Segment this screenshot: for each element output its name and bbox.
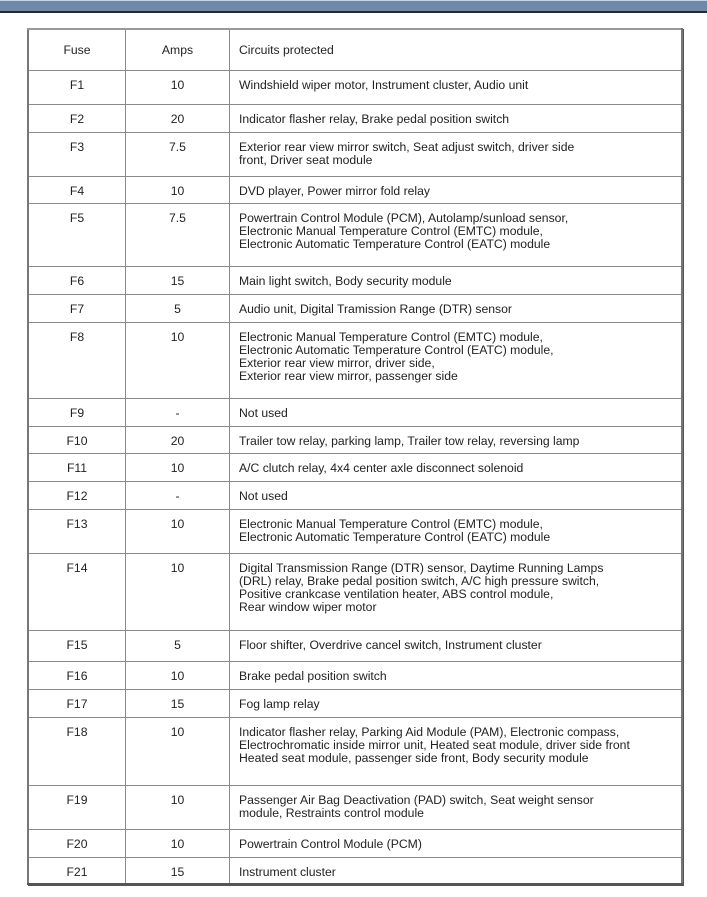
table-row — [28, 829, 682, 857]
fuse-cell — [28, 509, 126, 553]
fuse-cell — [28, 398, 126, 426]
column-header-circuits-label: Circuits protected — [239, 43, 334, 57]
table-body — [28, 70, 682, 884]
circuits-cell — [230, 481, 683, 509]
amps-value: 15 — [170, 696, 185, 711]
amps-value: - — [175, 405, 180, 420]
fuse-id: F7 — [69, 301, 85, 316]
amps-cell — [126, 322, 230, 398]
amps-cell — [126, 661, 230, 689]
table-row — [28, 453, 682, 481]
amps-value: 10 — [170, 560, 185, 575]
amps-value: 10 — [170, 460, 185, 475]
amps-cell — [126, 176, 230, 203]
amps-cell — [126, 630, 230, 661]
circuits-text: Powertrain Control Module (PCM) — [239, 836, 422, 851]
amps-value: 10 — [170, 329, 185, 344]
circuits-cell — [230, 176, 683, 203]
circuits-text: DVD player, Power mirror fold relay — [239, 183, 430, 198]
fuse-id: F18 — [66, 724, 88, 739]
amps-value: 10 — [170, 668, 185, 683]
amps-value: 15 — [170, 864, 185, 879]
fuse-cell — [28, 70, 126, 104]
amps-cell — [126, 426, 230, 453]
circuits-text: Not used — [239, 488, 288, 503]
fuse-id: F15 — [66, 637, 88, 652]
amps-cell — [126, 689, 230, 717]
circuits-text: Indicator flasher relay, Brake pedal position switch — [239, 111, 510, 126]
amps-value: 20 — [170, 111, 185, 126]
amps-cell — [126, 857, 230, 884]
fuse-cell — [28, 203, 126, 266]
fuse-id: F20 — [66, 836, 88, 851]
circuits-cell — [230, 132, 683, 176]
fuse-id: F6 — [69, 273, 85, 288]
table-row — [28, 509, 682, 553]
fuse-id: F17 — [66, 696, 88, 711]
amps-value: 5 — [174, 637, 181, 652]
amps-value: 10 — [170, 724, 185, 739]
circuits-cell — [230, 322, 683, 398]
amps-value: 10 — [170, 77, 185, 92]
amps-value: 7.5 — [169, 139, 186, 154]
circuits-text: Trailer tow relay, parking lamp, Trailer tow relay, reversing lamp — [239, 433, 580, 448]
circuits-text: Instrument cluster — [239, 864, 336, 879]
table-row — [28, 322, 682, 398]
amps-cell — [126, 70, 230, 104]
table-row — [28, 203, 682, 266]
amps-value: 15 — [170, 273, 185, 288]
table-row — [28, 630, 682, 661]
circuits-text: Rear window wiper motor — [239, 599, 377, 614]
circuits-cell — [230, 203, 683, 266]
column-header-fuse-label: Fuse — [63, 43, 91, 57]
circuits-text: Floor shifter, Overdrive cancel switch, Instrument cluster — [239, 637, 542, 652]
table-row — [28, 857, 682, 884]
fuse-cell — [28, 453, 126, 481]
circuits-text: Electrochromatic inside mirror unit, Heated seat module, driver side front — [239, 737, 630, 752]
amps-cell — [126, 829, 230, 857]
fuse-id: F11 — [66, 460, 88, 475]
amps-cell — [126, 481, 230, 509]
amps-cell — [126, 132, 230, 176]
circuits-cell — [230, 266, 683, 294]
circuits-cell — [230, 294, 683, 322]
circuits-text: Main light switch, Body security module — [239, 273, 452, 288]
amps-cell — [126, 203, 230, 266]
amps-cell — [126, 785, 230, 829]
amps-cell — [126, 294, 230, 322]
amps-cell — [126, 104, 230, 132]
circuits-text: A/C clutch relay, 4x4 center axle disconnect solenoid — [239, 460, 524, 475]
circuits-cell — [230, 661, 683, 689]
fuse-cell — [28, 322, 126, 398]
amps-value: 10 — [170, 516, 185, 531]
column-header-fuse — [28, 29, 126, 70]
column-header-circuits — [230, 29, 683, 70]
table-row — [28, 785, 682, 829]
fuse-id: F21 — [66, 864, 88, 879]
fuse-id: F14 — [66, 560, 88, 575]
circuits-text: front, Driver seat module — [239, 152, 373, 167]
fuse-cell — [28, 132, 126, 176]
circuits-text: Positive crankcase ventilation heater, ABS control module, — [239, 586, 554, 601]
circuits-text: Heated seat module, passenger side front, Body security module — [239, 750, 589, 765]
fuse-cell — [28, 785, 126, 829]
amps-cell — [126, 398, 230, 426]
table-row — [28, 132, 682, 176]
circuits-cell — [230, 553, 683, 630]
fuse-id: F5 — [69, 210, 85, 225]
circuits-cell — [230, 717, 683, 785]
circuits-text: Electronic Automatic Temperature Control (EATC) module — [239, 236, 551, 251]
table-row — [28, 398, 682, 426]
amps-value: 10 — [170, 836, 185, 851]
fuse-id: F9 — [69, 405, 85, 420]
amps-cell — [126, 717, 230, 785]
table-row — [28, 689, 682, 717]
column-header-amps-label: Amps — [161, 43, 194, 57]
table-row — [28, 426, 682, 453]
fuse-id: F4 — [69, 183, 85, 198]
circuits-cell — [230, 829, 683, 857]
circuits-text: Windshield wiper motor, Instrument cluster, Audio unit — [239, 77, 529, 92]
circuits-cell — [230, 426, 683, 453]
fuse-cell — [28, 176, 126, 203]
fuse-cell — [28, 481, 126, 509]
fuse-cell — [28, 104, 126, 132]
amps-value: 20 — [170, 433, 185, 448]
fuse-id: F16 — [66, 668, 88, 683]
amps-cell — [126, 453, 230, 481]
circuits-text: Indicator flasher relay, Parking Aid Module (PAM), Electronic compass, — [239, 724, 620, 739]
fuse-id: F3 — [69, 139, 85, 154]
circuits-text: Electronic Manual Temperature Control (EMTC) module, — [239, 516, 543, 531]
circuits-cell — [230, 785, 683, 829]
table-row — [28, 176, 682, 203]
fuse-cell — [28, 426, 126, 453]
table-row — [28, 104, 682, 132]
fuse-id: F10 — [66, 433, 88, 448]
circuits-text: Brake pedal position switch — [239, 668, 387, 683]
circuits-text: (DRL) relay, Brake pedal position switch, A/C high pressure switch, — [239, 573, 600, 588]
table-row — [28, 717, 682, 785]
fuse-cell — [28, 630, 126, 661]
fuse-id: F19 — [66, 792, 88, 807]
circuits-text: Powertrain Control Module (PCM), Autolamp/sunload sensor, — [239, 210, 569, 225]
fuse-cell — [28, 661, 126, 689]
amps-value: 5 — [174, 301, 181, 316]
amps-value: 10 — [170, 183, 185, 198]
fuse-cell — [28, 266, 126, 294]
fuse-cell — [28, 717, 126, 785]
circuits-cell — [230, 689, 683, 717]
column-header-amps — [126, 29, 230, 70]
circuits-cell — [230, 509, 683, 553]
circuits-text: Electronic Manual Temperature Control (EMTC) module, — [239, 223, 543, 238]
circuits-text: Audio unit, Digital Tramission Range (DTR) sensor — [239, 301, 512, 316]
table-row — [28, 553, 682, 630]
amps-cell — [126, 553, 230, 630]
fuse-cell — [28, 689, 126, 717]
table-row — [28, 294, 682, 322]
circuits-text: Not used — [239, 405, 288, 420]
fuse-cell — [28, 553, 126, 630]
circuits-text: Electronic Automatic Temperature Control (EATC) module, — [239, 342, 554, 357]
fuse-id: F12 — [66, 488, 88, 503]
circuits-text: Fog lamp relay — [239, 696, 320, 711]
circuits-text: Exterior rear view mirror switch, Seat adjust switch, driver side — [239, 139, 575, 154]
circuits-cell — [230, 104, 683, 132]
circuits-cell — [230, 398, 683, 426]
circuits-text: Passenger Air Bag Deactivation (PAD) switch, Seat weight sensor — [239, 792, 594, 807]
circuits-text: Exterior rear view mirror, driver side, — [239, 355, 435, 370]
circuits-text: Digital Transmission Range (DTR) sensor, Daytime Running Lamps — [239, 560, 604, 575]
circuits-cell — [230, 857, 683, 884]
fuse-id: F13 — [66, 516, 88, 531]
fuse-id: F1 — [69, 77, 85, 92]
table-row — [28, 481, 682, 509]
amps-cell — [126, 509, 230, 553]
circuits-text: Electronic Manual Temperature Control (EMTC) module, — [239, 329, 543, 344]
circuits-cell — [230, 630, 683, 661]
circuits-text: Exterior rear view mirror, passenger side — [239, 368, 458, 383]
circuits-text: module, Restraints control module — [239, 805, 424, 820]
header-bar — [0, 0, 707, 13]
amps-value: 10 — [170, 792, 185, 807]
fuse-cell — [28, 829, 126, 857]
amps-cell — [126, 266, 230, 294]
fuse-cell — [28, 294, 126, 322]
circuits-cell — [230, 453, 683, 481]
amps-value: 7.5 — [169, 210, 186, 225]
amps-value: - — [175, 488, 180, 503]
circuits-cell — [230, 70, 683, 104]
table-header-row — [28, 29, 682, 70]
fuse-id: F2 — [69, 111, 85, 126]
circuits-text: Electronic Automatic Temperature Control (EATC) module — [239, 529, 551, 544]
fuse-cell — [28, 857, 126, 884]
table-row — [28, 70, 682, 104]
fuse-table — [27, 28, 683, 885]
fuse-id: F8 — [69, 329, 85, 344]
table-row — [28, 661, 682, 689]
table-row — [28, 266, 682, 294]
